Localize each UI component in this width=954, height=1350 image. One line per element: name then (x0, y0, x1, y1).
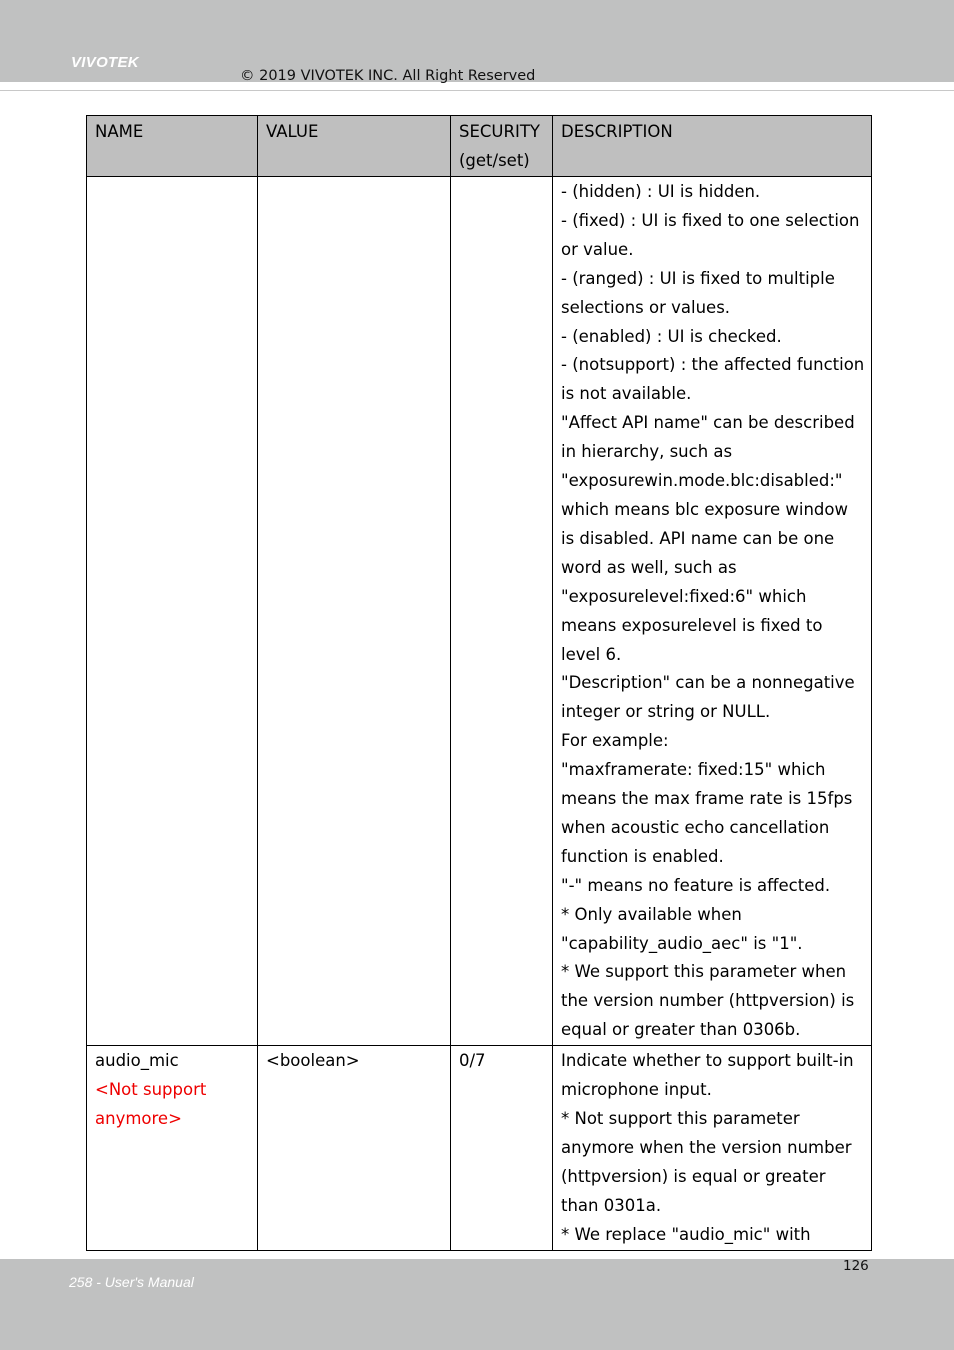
description-line: - (notsupport) : the affected function is not available. (561, 355, 865, 404)
table-row (87, 177, 872, 1046)
description-line: - (enabled) : UI is checked. (561, 326, 782, 346)
parameter-table (86, 115, 872, 1251)
cell-value (258, 177, 451, 1046)
table-row (87, 1046, 872, 1250)
description-line: Indicate whether to support built-in microphone input. (561, 1051, 854, 1100)
cell-security (451, 177, 553, 1046)
column-header-description: DESCRIPTION (553, 116, 872, 177)
cell-description (553, 177, 872, 1046)
description-line: "-" means no feature is affected. (561, 875, 831, 895)
description-line: * Only available when "capability_audio_aec" is "1". (561, 904, 803, 953)
copyright-text: © 2019 VIVOTEK INC. All Right Reserved (240, 68, 536, 84)
description-line: * We replace "audio_mic" with (561, 1224, 811, 1244)
description-line: * Not support this parameter anymore when the version number (httpversion) is equal or greater than 0301a. (561, 1109, 852, 1215)
description-line: "Description" can be a nonnegative integer or string or NULL. (561, 673, 855, 722)
security-header-line1: SECURITY (459, 122, 540, 141)
not-supported-note: <Not support anymore> (95, 1080, 207, 1128)
description-line: "Affect API name" can be described in hierarchy, such as "exposurewin.mode.blc:disabled:" which means blc exposure window is disabled. API name can be one word as well, such as "exposurelevel:fixed:6" which means exposurelevel is fixed to level 6. (561, 413, 855, 664)
description-line: - (fixed) : UI is fixed to one selection or value. (561, 210, 860, 259)
description-line: "maxframerate: fixed:15" which means the max frame rate is 15fps when acoustic echo cancellation function is enabled. (561, 760, 853, 866)
column-header-security (451, 116, 553, 177)
description-line: - (ranged) : UI is fixed to multiple selections or values. (561, 268, 835, 317)
page-number: 126 (843, 1258, 869, 1274)
table-header-row (87, 116, 872, 177)
cell-description (553, 1046, 872, 1250)
column-header-value: VALUE (258, 116, 451, 177)
column-header-name: NAME (87, 116, 258, 177)
manual-page-label: 258 - User's Manual (69, 1274, 194, 1290)
description-line: - (hidden) : UI is hidden. (561, 182, 761, 201)
parameter-name: audio_mic (95, 1051, 179, 1071)
description-line: For example: (561, 731, 669, 751)
security-header-line2: (get/set) (459, 150, 530, 170)
cell-name (87, 177, 258, 1046)
cell-value: <boolean> (258, 1046, 451, 1250)
footer-bar (0, 1259, 954, 1350)
cell-security: 0/7 (451, 1046, 553, 1250)
header-divider (0, 90, 954, 91)
cell-name (87, 1046, 258, 1250)
brand-logo: VIVOTEK (71, 54, 139, 71)
description-line: * We support this parameter when the version number (httpversion) is equal or greater than 0306b. (561, 962, 855, 1040)
